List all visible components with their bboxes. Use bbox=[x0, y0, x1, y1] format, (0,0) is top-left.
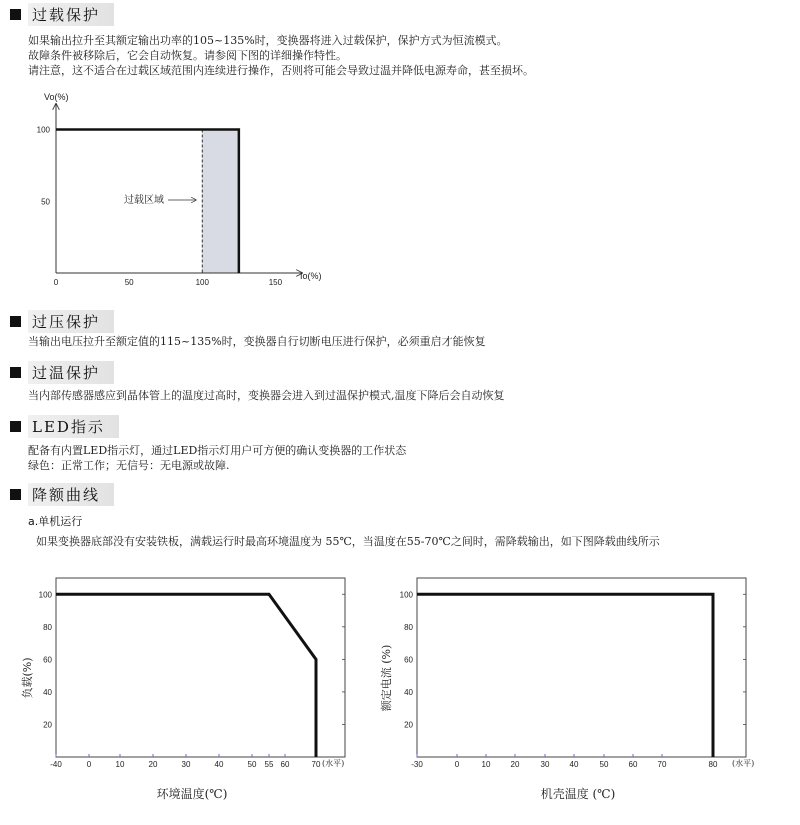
section-title: 过温保护 bbox=[28, 361, 114, 384]
section-header-overload bbox=[0, 3, 114, 25]
section-header-overvoltage bbox=[0, 310, 114, 332]
y-tick-label: 60 bbox=[43, 655, 52, 665]
x-tick-label: 10 bbox=[115, 760, 125, 769]
section-title: 降额曲线 bbox=[28, 483, 114, 506]
x-tick-label: -40 bbox=[50, 760, 62, 769]
section-header-led bbox=[0, 415, 119, 437]
y-tick-labels bbox=[37, 126, 51, 207]
x-tick-label: 0 bbox=[53, 278, 59, 287]
x-tick-label: -30 bbox=[411, 760, 423, 769]
x-tick-label: 150 bbox=[268, 278, 283, 287]
x-axis-note: (水平) bbox=[322, 759, 345, 768]
section-title: 过载保护 bbox=[28, 3, 114, 26]
y-axis-label: 额定电流 (%) bbox=[380, 644, 393, 712]
overload-region-shade bbox=[202, 130, 239, 273]
derating-text-line: 如果变换器底部没有安装铁板，满载运行时最高环境温度为 55℃，当温度在55-70℃之间时，需降载输出，如下图降载曲线所示 bbox=[36, 535, 660, 548]
bullet-square-icon bbox=[10, 316, 21, 327]
overload-text-line-1: 如果输出拉升至其额定输出功率的105~135%时，变换器将进入过载保护，保护方式为恒流模式。 bbox=[28, 34, 508, 47]
current-series-line bbox=[417, 594, 713, 757]
bullet-square-icon bbox=[10, 9, 21, 20]
overtemp-text-line: 当内部传感器感应到晶体管上的温度过高时，变换器会进入到过温保护模式,温度下降后会自动恢复 bbox=[28, 389, 505, 402]
overload-text-line-2: 故障条件被移除后，它会自动恢复。请参阅下图的详细操作特性。 bbox=[28, 49, 347, 62]
x-tick-label: 10 bbox=[481, 760, 491, 769]
x-axis-label: Io(%) bbox=[300, 271, 322, 281]
derating-current-chart bbox=[360, 560, 800, 825]
x-tick-label: 40 bbox=[569, 760, 579, 769]
y-axis-label: Vo(%) bbox=[44, 92, 69, 102]
overvoltage-text-line: 当输出电压拉升至额定值的115~135%时，变换器自行切断电压进行保护，必须重启才能恢复 bbox=[28, 335, 486, 348]
x-tick-label: 55 bbox=[264, 760, 274, 769]
section-title: LED指示 bbox=[28, 415, 119, 438]
section-title: 过压保护 bbox=[28, 310, 114, 333]
load-series-line bbox=[56, 594, 316, 757]
y-tick-label: 40 bbox=[404, 687, 413, 697]
x-tick-label: 50 bbox=[247, 760, 257, 769]
x-axis-label: 环境温度(℃) bbox=[156, 787, 228, 801]
x-tick-labels bbox=[411, 760, 718, 769]
y-tick-label: 20 bbox=[43, 720, 52, 730]
x-tick-label: 30 bbox=[181, 760, 191, 769]
y-tick-label: 100 bbox=[38, 590, 52, 600]
overload-text-line-3: 请注意，这不适合在过载区域范围内连续进行操作，否则将可能会导致过温并降低电源寿命，甚至损坏。 bbox=[28, 64, 534, 77]
x-axis-label: 机壳温度 (℃) bbox=[540, 787, 616, 801]
x-tick-label: 60 bbox=[628, 760, 638, 769]
x-tick-label: 30 bbox=[540, 760, 550, 769]
y-tick-label: 80 bbox=[404, 622, 413, 632]
plot-frame bbox=[56, 578, 345, 757]
led-text-line-2: 绿色：正常工作；无信号：无电源或故障. bbox=[28, 459, 230, 472]
section-header-overtemp bbox=[0, 361, 114, 383]
x-axis-note: (水平) bbox=[732, 759, 755, 768]
y-tick-label: 100 bbox=[36, 125, 50, 135]
x-tick-label: 20 bbox=[148, 760, 158, 769]
bullet-square-icon bbox=[10, 489, 21, 500]
section-header-derating bbox=[0, 483, 114, 505]
y-tick-labels bbox=[400, 590, 746, 729]
x-tick-label: 70 bbox=[657, 760, 667, 769]
bullet-square-icon bbox=[10, 367, 21, 378]
x-tick-labels bbox=[54, 278, 283, 287]
x-tick-label: 80 bbox=[708, 760, 718, 769]
x-tick-label: 0 bbox=[86, 760, 92, 769]
x-tick-label: 20 bbox=[510, 760, 520, 769]
x-tick-label: 60 bbox=[280, 760, 290, 769]
x-tick-label: 50 bbox=[124, 278, 134, 287]
x-tick-labels bbox=[50, 760, 321, 769]
plot-frame bbox=[417, 578, 746, 757]
x-tick-label: 70 bbox=[311, 760, 321, 769]
bullet-square-icon bbox=[10, 421, 21, 432]
y-axis-label: 负载(%) bbox=[21, 657, 34, 699]
y-tick-label: 50 bbox=[41, 197, 50, 207]
overload-chart bbox=[0, 88, 360, 298]
x-tick-label: 40 bbox=[214, 760, 224, 769]
y-tick-label: 40 bbox=[43, 687, 52, 697]
x-tick-label: 0 bbox=[454, 760, 460, 769]
y-tick-label: 80 bbox=[43, 622, 52, 632]
y-tick-label: 100 bbox=[399, 590, 413, 600]
x-tick-label: 100 bbox=[195, 278, 209, 287]
y-tick-label: 60 bbox=[404, 655, 413, 665]
derating-subheading: a.单机运行 bbox=[28, 515, 83, 528]
y-tick-labels bbox=[39, 590, 345, 729]
y-tick-label: 20 bbox=[404, 720, 413, 730]
derating-load-chart bbox=[0, 560, 400, 825]
x-tick-label: 50 bbox=[599, 760, 609, 769]
overload-region-annotation: 过载区域 bbox=[124, 195, 164, 206]
led-text-line-1: 配备有内置LED指示灯，通过LED指示灯用户可方便的确认变换器的工作状态 bbox=[28, 444, 407, 457]
